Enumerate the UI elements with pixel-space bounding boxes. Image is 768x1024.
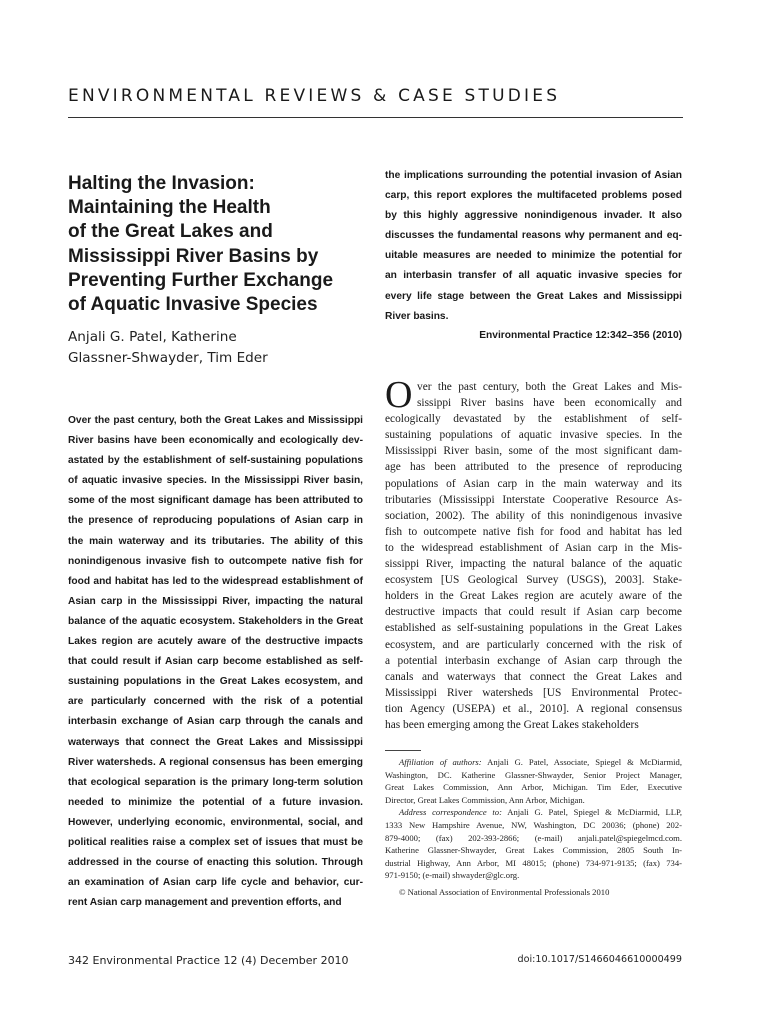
text-line: of aquatic invasive species. In the Mississippi River basin, xyxy=(68,475,363,487)
text-line: has been emerging among the Great Lakes stakeholders xyxy=(385,718,639,731)
affiliation-label: Affiliation of authors: xyxy=(399,757,482,767)
text-line: an interbasin transfer of all aquatic invasive species for xyxy=(385,270,682,282)
text-line: ecosystem [US Geological Survey (USGS), 2003]. Stake- xyxy=(385,574,682,587)
body-text xyxy=(385,379,682,733)
text-line: that could result if Asian carp become established as self- xyxy=(68,656,363,668)
text-line: tributaries (Mississippi Interstate Cooperative Resource As- xyxy=(385,493,682,506)
text-line: a potential interbasin exchange of Asian carp through the xyxy=(385,654,682,667)
drop-cap: O xyxy=(385,374,413,416)
text-line: Lakes region are acutely aware of the destructive impacts xyxy=(68,636,363,648)
text-line: that ecological separation is the primary long-term solution xyxy=(68,776,363,788)
text-line: interbasin exchange of Asian carp through the canals and xyxy=(68,716,363,728)
text-line: needed to minimize the potential of a future invasion. xyxy=(68,796,363,808)
address-label: Address correspondence to: xyxy=(399,807,502,818)
text-line: River basins have been economically and ecologically dev- xyxy=(68,435,363,447)
text-line: ecologically devastated by the establishment of self- xyxy=(385,413,682,426)
title-line: Maintaining the Health xyxy=(68,197,271,219)
text-line: established as self-sustaining populations in the Great Lakes xyxy=(385,622,682,635)
text-line: addressed in the course of enacting this solution. Through xyxy=(68,857,363,869)
text-line: sustaining populations of aquatic invasive species. In the xyxy=(385,429,682,442)
text-line: astated by the establishment of self-sustaining populations xyxy=(68,455,363,467)
copyright-notice: © National Association of Environmental Professionals 2010 xyxy=(399,886,610,897)
title-line: Preventing Further Exchange xyxy=(68,269,334,291)
text-line: by this highly aggressive nonindigenous invader. It also xyxy=(385,210,682,222)
text-line: tion Agency (USEPA) et al., 2010]. A regional consensus xyxy=(385,702,682,715)
footnote-line: Director, Great Lakes Commission, Ann Arbor, Michigan. xyxy=(385,794,585,805)
abstract-left-column xyxy=(68,411,363,913)
text-line: Mississippi River basin, some of the most significant dam- xyxy=(385,445,682,458)
footnote-line: Washington, DC. Katherine Glassner-Shwayder, Senior Project Manager, xyxy=(385,769,682,780)
text-line: River watersheds. A regional consensus has been emerging xyxy=(68,756,363,768)
text-line: Asian carp in the Mississippi River, impacting the natural xyxy=(68,595,363,607)
footnote-line: 971-9150; (e-mail) shwayder@glc.org. xyxy=(385,870,520,881)
text-line: the implications surrounding the potential invasion of Asian xyxy=(385,170,682,181)
text-line: balance of the aquatic ecosystem. Stakeholders in the Great xyxy=(68,615,363,627)
text-line: ver the past century, both the Great Lakes and Mis- xyxy=(417,381,682,393)
journal-citation: Environmental Practice 12:342–356 (2010) xyxy=(479,330,682,341)
text-line: waterways that connect the Great Lakes and Mississippi xyxy=(68,736,363,748)
title-line: Mississippi River Basins by xyxy=(68,245,319,267)
text-line: some of the most significant damage has been attributed to xyxy=(68,495,363,507)
text-line: River basins. xyxy=(385,310,449,322)
text-line: food and habitat has led to the widespread establishment of xyxy=(68,575,363,587)
footnote-line: dustrial Highway, Ann Arbor, MI 48015; (phone) 734-971-9135; (fax) 734- xyxy=(385,857,682,868)
text-line: every life stage between the Great Lakes and Mississippi xyxy=(385,290,682,302)
text-line: sissippi River, impacting the natural balance of the aquatic xyxy=(385,558,682,571)
text-line: to the widespread establishment of Asian carp in the Mis- xyxy=(385,541,682,554)
text-line: nonindigenous invasive fish to outcompete native fish for xyxy=(68,555,363,567)
footnote-line: Great Lakes Commission, Ann Arbor, Michigan. Tim Eder, Executive xyxy=(385,782,682,793)
text-line: the main waterway and its tributaries. The ability of this xyxy=(68,535,363,547)
text-line: destructive impacts that could result if Asian carp become xyxy=(385,606,682,619)
footnote-line: Katherine Glassner-Shwayder, Great Lakes Commission, 2805 South In- xyxy=(385,845,682,856)
text-line: populations of Asian carp in the main waterway and its xyxy=(385,477,682,490)
footnote-line: Address correspondence to: Anjali G. Patel, Spiegel & McDiarmid, LLP, xyxy=(399,807,682,818)
title-line: of the Great Lakes and xyxy=(68,221,273,243)
page-folio: 342 Environmental Practice 12 (4) December 2010 xyxy=(68,954,349,967)
text-line: carp, this report explores the multifaceted problems posed xyxy=(385,190,682,202)
text-line: canals and waterways that connect the Great Lakes and xyxy=(385,670,682,683)
author-list xyxy=(68,327,368,369)
text-line: age has been attributed to the presence of reproducing xyxy=(385,461,682,474)
text-line: the presence of reproducing populations of Asian carp in xyxy=(68,515,363,527)
text-line: an examination of Asian carp life cycle and behavior, cur- xyxy=(68,877,363,889)
footnote-rule xyxy=(385,750,421,751)
text-line: fish to outcompete native fish for food and habitat has led xyxy=(385,525,682,538)
abstract-right-column xyxy=(385,166,682,327)
footnote-line: 1333 New Hampshire Avenue, NW, Washington, DC 20036; (phone) 202- xyxy=(385,819,682,830)
footnote-line: Affiliation of authors: Anjali G. Patel, Associate, Spiegel & McDiarmid, xyxy=(399,757,682,767)
doi: doi:10.1017/S1466046610000499 xyxy=(517,954,682,965)
header-rule xyxy=(68,117,683,118)
text-line: holders in the Great Lakes region are acutely aware of the xyxy=(385,590,682,603)
author-line: Glassner-Shwayder, Tim Eder xyxy=(68,350,268,366)
footnote xyxy=(385,756,682,899)
text-line: Over the past century, both the Great Lakes and Mississippi xyxy=(68,415,363,426)
text-line: sociation, 2002). The ability of this nonindigenous invasive xyxy=(385,509,682,522)
text-line: political realities raise a complex set of issues that must be xyxy=(68,836,363,848)
title-line: of Aquatic Invasive Species xyxy=(68,294,318,316)
text-line: uitable measures are needed to minimize the potential for xyxy=(385,250,682,262)
text-line: sustaining populations in the Great Lakes ecosystem, and xyxy=(68,676,363,688)
text-line: Mississippi River watersheds [US Environmental Protec- xyxy=(385,686,682,699)
author-line: Anjali G. Patel, Katherine xyxy=(68,329,237,345)
text-line: discusses the fundamental reasons why permanent and eq- xyxy=(385,230,682,242)
text-line: ecosystem, and are particularly concerned with the risk of xyxy=(385,638,682,651)
footnote-line: 879-4000; (fax) 202-393-2866; (e-mail) anjali.patel@spiegelmcd.com. xyxy=(385,832,682,843)
text-line: sissippi River basins have been economically and xyxy=(417,397,682,410)
text-line: are particularly concerned with the risk of a potential xyxy=(68,696,363,708)
text-line: rent Asian carp management and prevention efforts, and xyxy=(68,897,342,909)
title-line: Halting the Invasion: xyxy=(68,173,255,194)
article-title xyxy=(68,172,368,317)
section-header: ENVIRONMENTAL REVIEWS & CASE STUDIES xyxy=(68,86,561,106)
text-line: However, underlying economic, environmental, social, and xyxy=(68,816,363,828)
